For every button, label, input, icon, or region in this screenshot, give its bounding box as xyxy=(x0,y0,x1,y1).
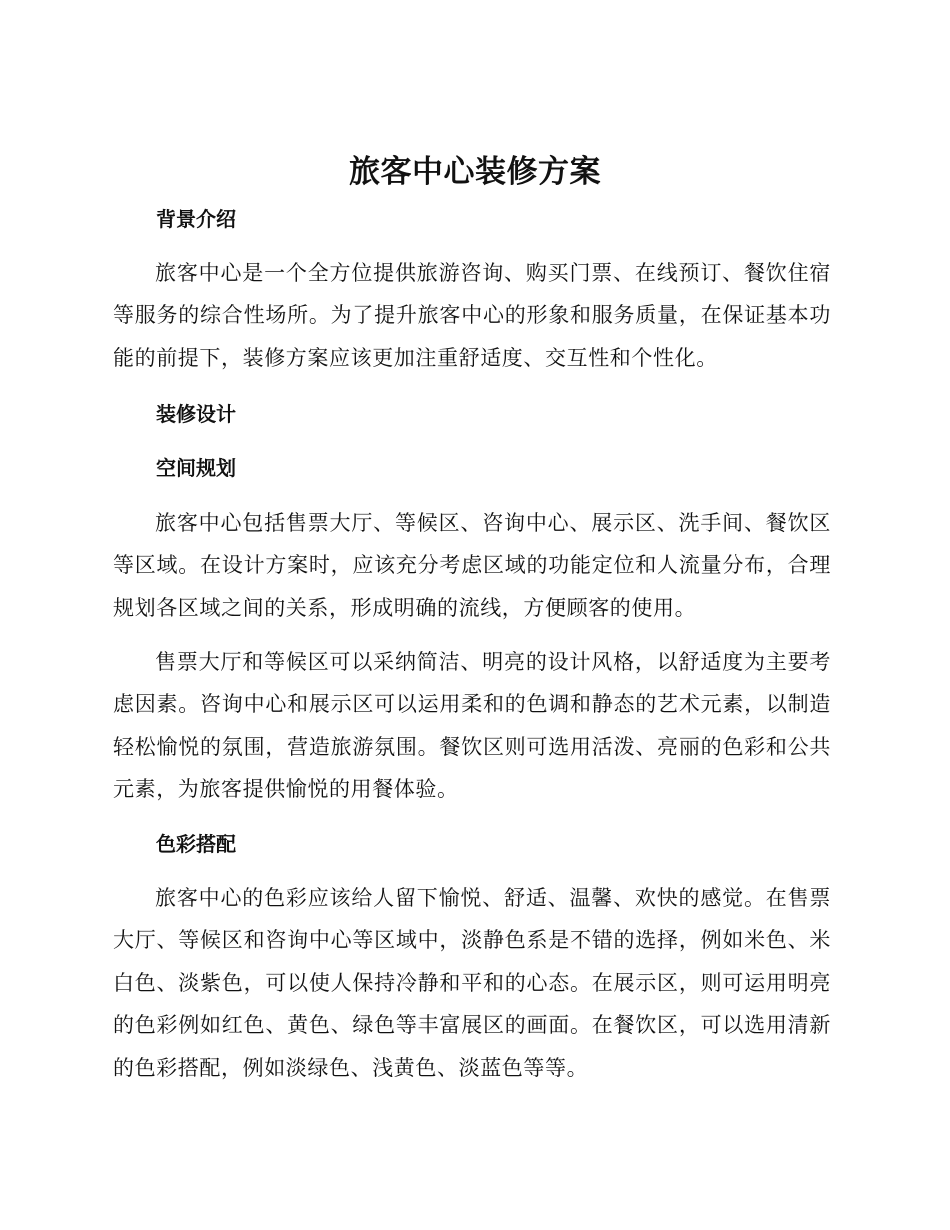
heading-color-scheme: 色彩搭配 xyxy=(156,832,236,856)
heading-background: 背景介绍 xyxy=(156,207,236,231)
paragraph-space-planning-1: 旅客中心包括售票大厅、等候区、咨询中心、展示区、洗手间、餐饮区等区域。在设计方案时，应该充分考虑区域的功能定位和人流量分布，合理规划各区域之间的关系，形成明确的流线，方便顾客的使用。 xyxy=(113,511,831,620)
paragraph-color-scheme: 旅客中心的色彩应该给人留下愉悦、舒适、温馨、欢快的感觉。在售票大厅、等候区和咨询中心等区域中，淡静色系是不错的选择，例如米色、米白色、淡紫色，可以使人保持冷静和平和的心态。在展示区，则可运用明亮的色彩例如红色、黄色、绿色等丰富展区的画面。在餐饮区，可以选用清新的色彩搭配，例如淡绿色、浅黄色、淡蓝色等等。 xyxy=(113,886,831,1080)
paragraph-background: 旅客中心是一个全方位提供旅游咨询、购买门票、在线预订、餐饮住宿等服务的综合性场所。为了提升旅客中心的形象和服务质量，在保证基本功能的前提下，装修方案应该更加注重舒适度、交互性和个性化。 xyxy=(113,261,831,370)
heading-design: 装修设计 xyxy=(156,402,236,426)
paragraph-space-planning-2: 售票大厅和等候区可以采纳简洁、明亮的设计风格，以舒适度为主要考虑因素。咨询中心和展示区可以运用柔和的色调和静态的艺术元素，以制造轻松愉悦的氛围，营造旅游氛围。餐饮区则可选用活泼、亮丽的色彩和公共元素，为旅客提供愉悦的用餐体验。 xyxy=(113,650,831,802)
document-title: 旅客中心装修方案 xyxy=(349,154,601,190)
heading-space-planning: 空间规划 xyxy=(156,456,236,480)
